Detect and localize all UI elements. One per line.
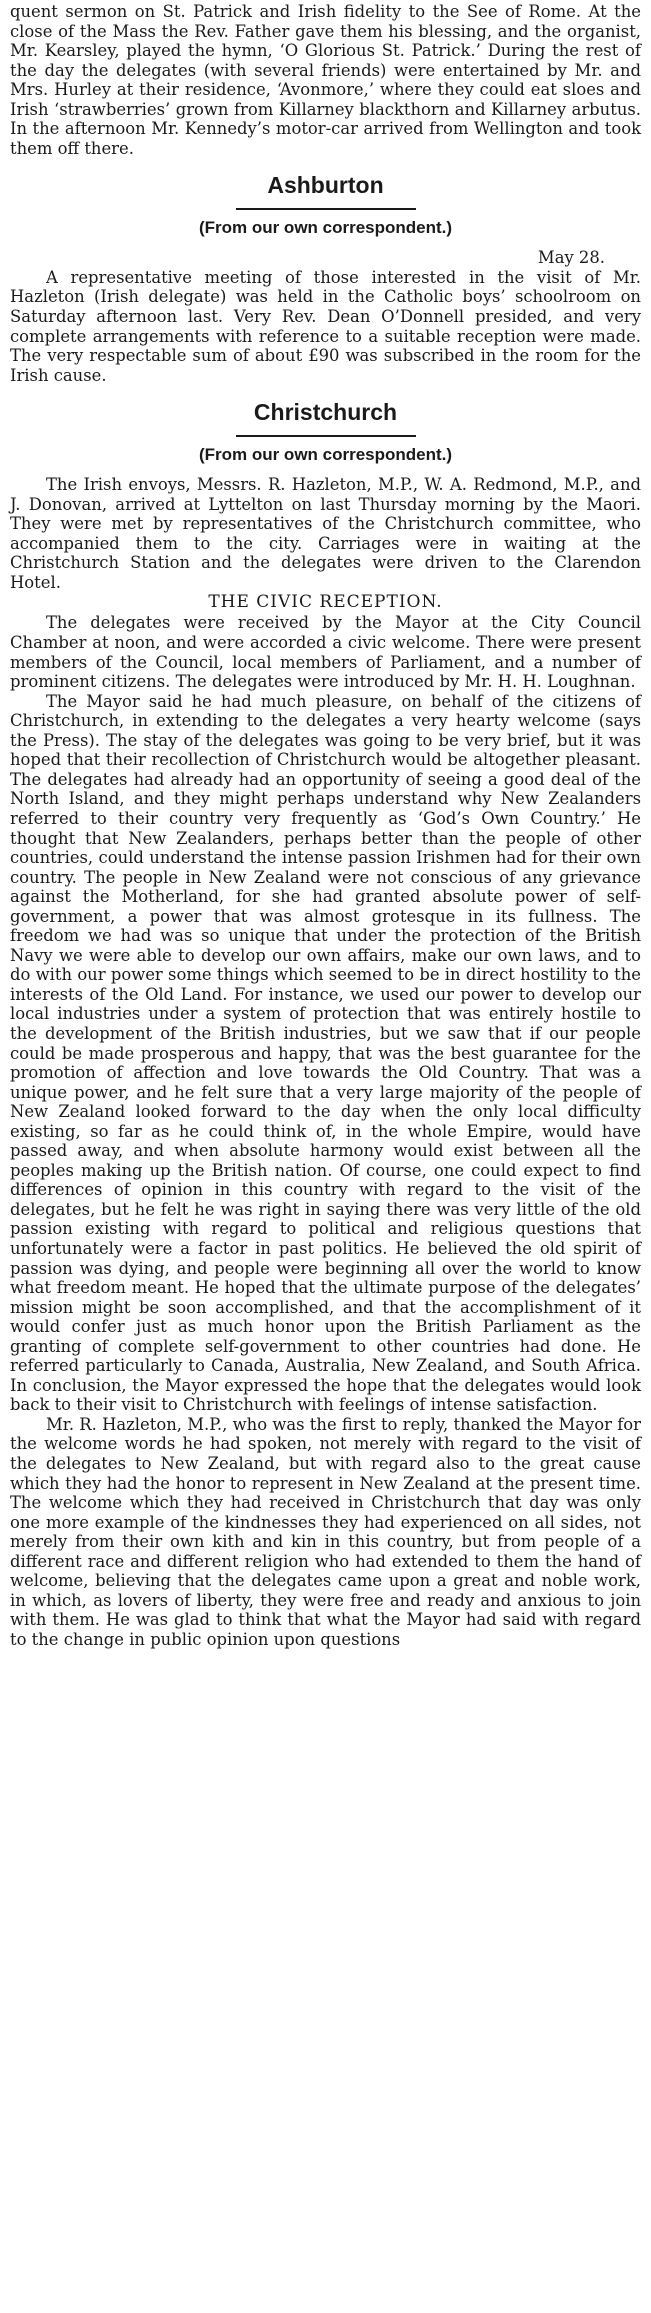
christchurch-paragraph-1: The Irish envoys, Messrs. R. Hazleton, M.P., W. A. Redmond, M.P., and J. Donovan, arrived at Lyttelton on last Thursday morning by the Maori. They were met by representatives of the Christchurch committee, who accompanied them to the city. Carriages were in waiting at the Christchurch Station and the delegates were driven to the Clarendon Hotel. <box>10 475 641 592</box>
ashburton-title: Ashburton <box>267 172 384 199</box>
ashburton-byline: (From our own correspondent.) <box>198 218 453 238</box>
christchurch-paragraph-3: The Mayor said he had much pleasure, on behalf of the citizens of Christchurch, in extending to the delegates a very hearty welcome (says the Press). The stay of the delegates was going to be very brief, but it was hoped that their recollection of Christchurch would be altogether pleasant. The delegates had already had an opportunity of seeing a good deal of the North Island, and they might perhaps understand why New Zealanders referred to their country very frequently as ‘God’s Own Country.’ He thought that New Zealanders, perhaps better than the people of other countries, could understand the intense passion Irishmen had for their own country. The people in New Zealand were not conscious of any grievance against the Motherland, for she had granted absolute power of self-government, a power that was almost grotesque in its fullness. The freedom we had was so unique that under the protection of the British Navy we were able to develop our own affairs, make our own laws, and to do with our power some things which seemed to be in direct hostility to the interests of the Old Land. For instance, we used our power to develop our local industries under a system of protection that was entirely hostile to the development of the British industries, but we saw that if our people could be made prosperous and happy, that was the best guarantee for the promotion of affection and love towards the Old Country. That was a unique power, and he felt sure that a very large majority of the people of New Zealand looked forward to the day when the only local difficulty existing, so far as he could think of, in the whole Empire, would have passed away, and when absolute harmony would exist between all the peoples making up the British nation. Of course, one could expect to find differences of opinion in this country with regard to the visit of the delegates, but he felt he was right in saying there was very little of the old passion existing with regard to political and religious questions that unfortunately were a factor in past politics. He believed the old spirit of passion was dying, and people were beginning all over the world to know what freedom meant. He hoped that the ultimate purpose of the delegates’ mission might be soon accomplished, and that the accomplishment of it would confer just as much honor upon the British Parliament as the granting of complete self-government to other countries had done. He referred particularly to Canada, Australia, New Zealand, and South Africa. In conclusion, the Mayor expressed the hope that the delegates would look back to their visit to Christchurch with feelings of intense satisfaction. <box>10 691 641 1415</box>
christchurch-title: Christchurch <box>253 399 398 426</box>
christchurch-title-rule <box>236 435 416 437</box>
christchurch-paragraph-2: The delegates were received by the Mayor at the City Council Chamber at noon, and were accorded a civic welcome. There were present members of the Council, local members of Parliament, and a number of prominent citizens. The delegates were introduced by Mr. H. H. Loughnan. <box>10 613 641 692</box>
intro-paragraph: quent sermon on St. Patrick and Irish fidelity to the See of Rome. At the close of the Mass the Rev. Father gave them his blessing, and the organist, Mr. Kearsley, played the hymn, ‘O Glorious St. Patrick.’ During the rest of the day the delegates (with several friends) were entertained by Mr. and Mrs. Hurley at their residence, ‘Avonmore,’ where they could eat sloes and Irish ‘strawberries’ grown from Killarney blackthorn and Killarney arbutus. In the afternoon Mr. Kennedy’s motor-car arrived from Wellington and took them off there. <box>10 2 641 158</box>
ashburton-title-rule <box>236 208 416 210</box>
ashburton-date: May 28. <box>537 248 605 268</box>
ashburton-paragraph: A representative meeting of those interested in the visit of Mr. Hazleton (Irish delegate) was held in the Catholic boys’ schoolroom on Saturday afternoon last. Very Rev. Dean O’Donnell presided, and very complete arrangements with reference to a suitable reception were made. The very respectable sum of about £90 was subscribed in the room for the Irish cause. <box>10 267 641 385</box>
civic-reception-subhead: THE CIVIC RECEPTION. <box>208 592 443 613</box>
christchurch-byline: (From our own correspondent.) <box>198 445 453 465</box>
christchurch-paragraph-4: Mr. R. Hazleton, M.P., who was the first to reply, thanked the Mayor for the welcome words he had spoken, not merely with regard to the visit of the delegates to New Zealand, but with regard also to the great cause which they had the honor to represent in New Zealand at the present time. The welcome which they had received in Christchurch that day was only one more example of the kindnesses they had experienced on all sides, not merely from their own kith and kin in this country, but from people of a different race and different religion who had extended to them the hand of welcome, believing that the delegates came upon a great and noble work, in which, as lovers of liberty, they were free and ready and anxious to join with them. He was glad to think that what the Mayor had said with regard to the change in public opinion upon questions <box>10 1414 641 1649</box>
